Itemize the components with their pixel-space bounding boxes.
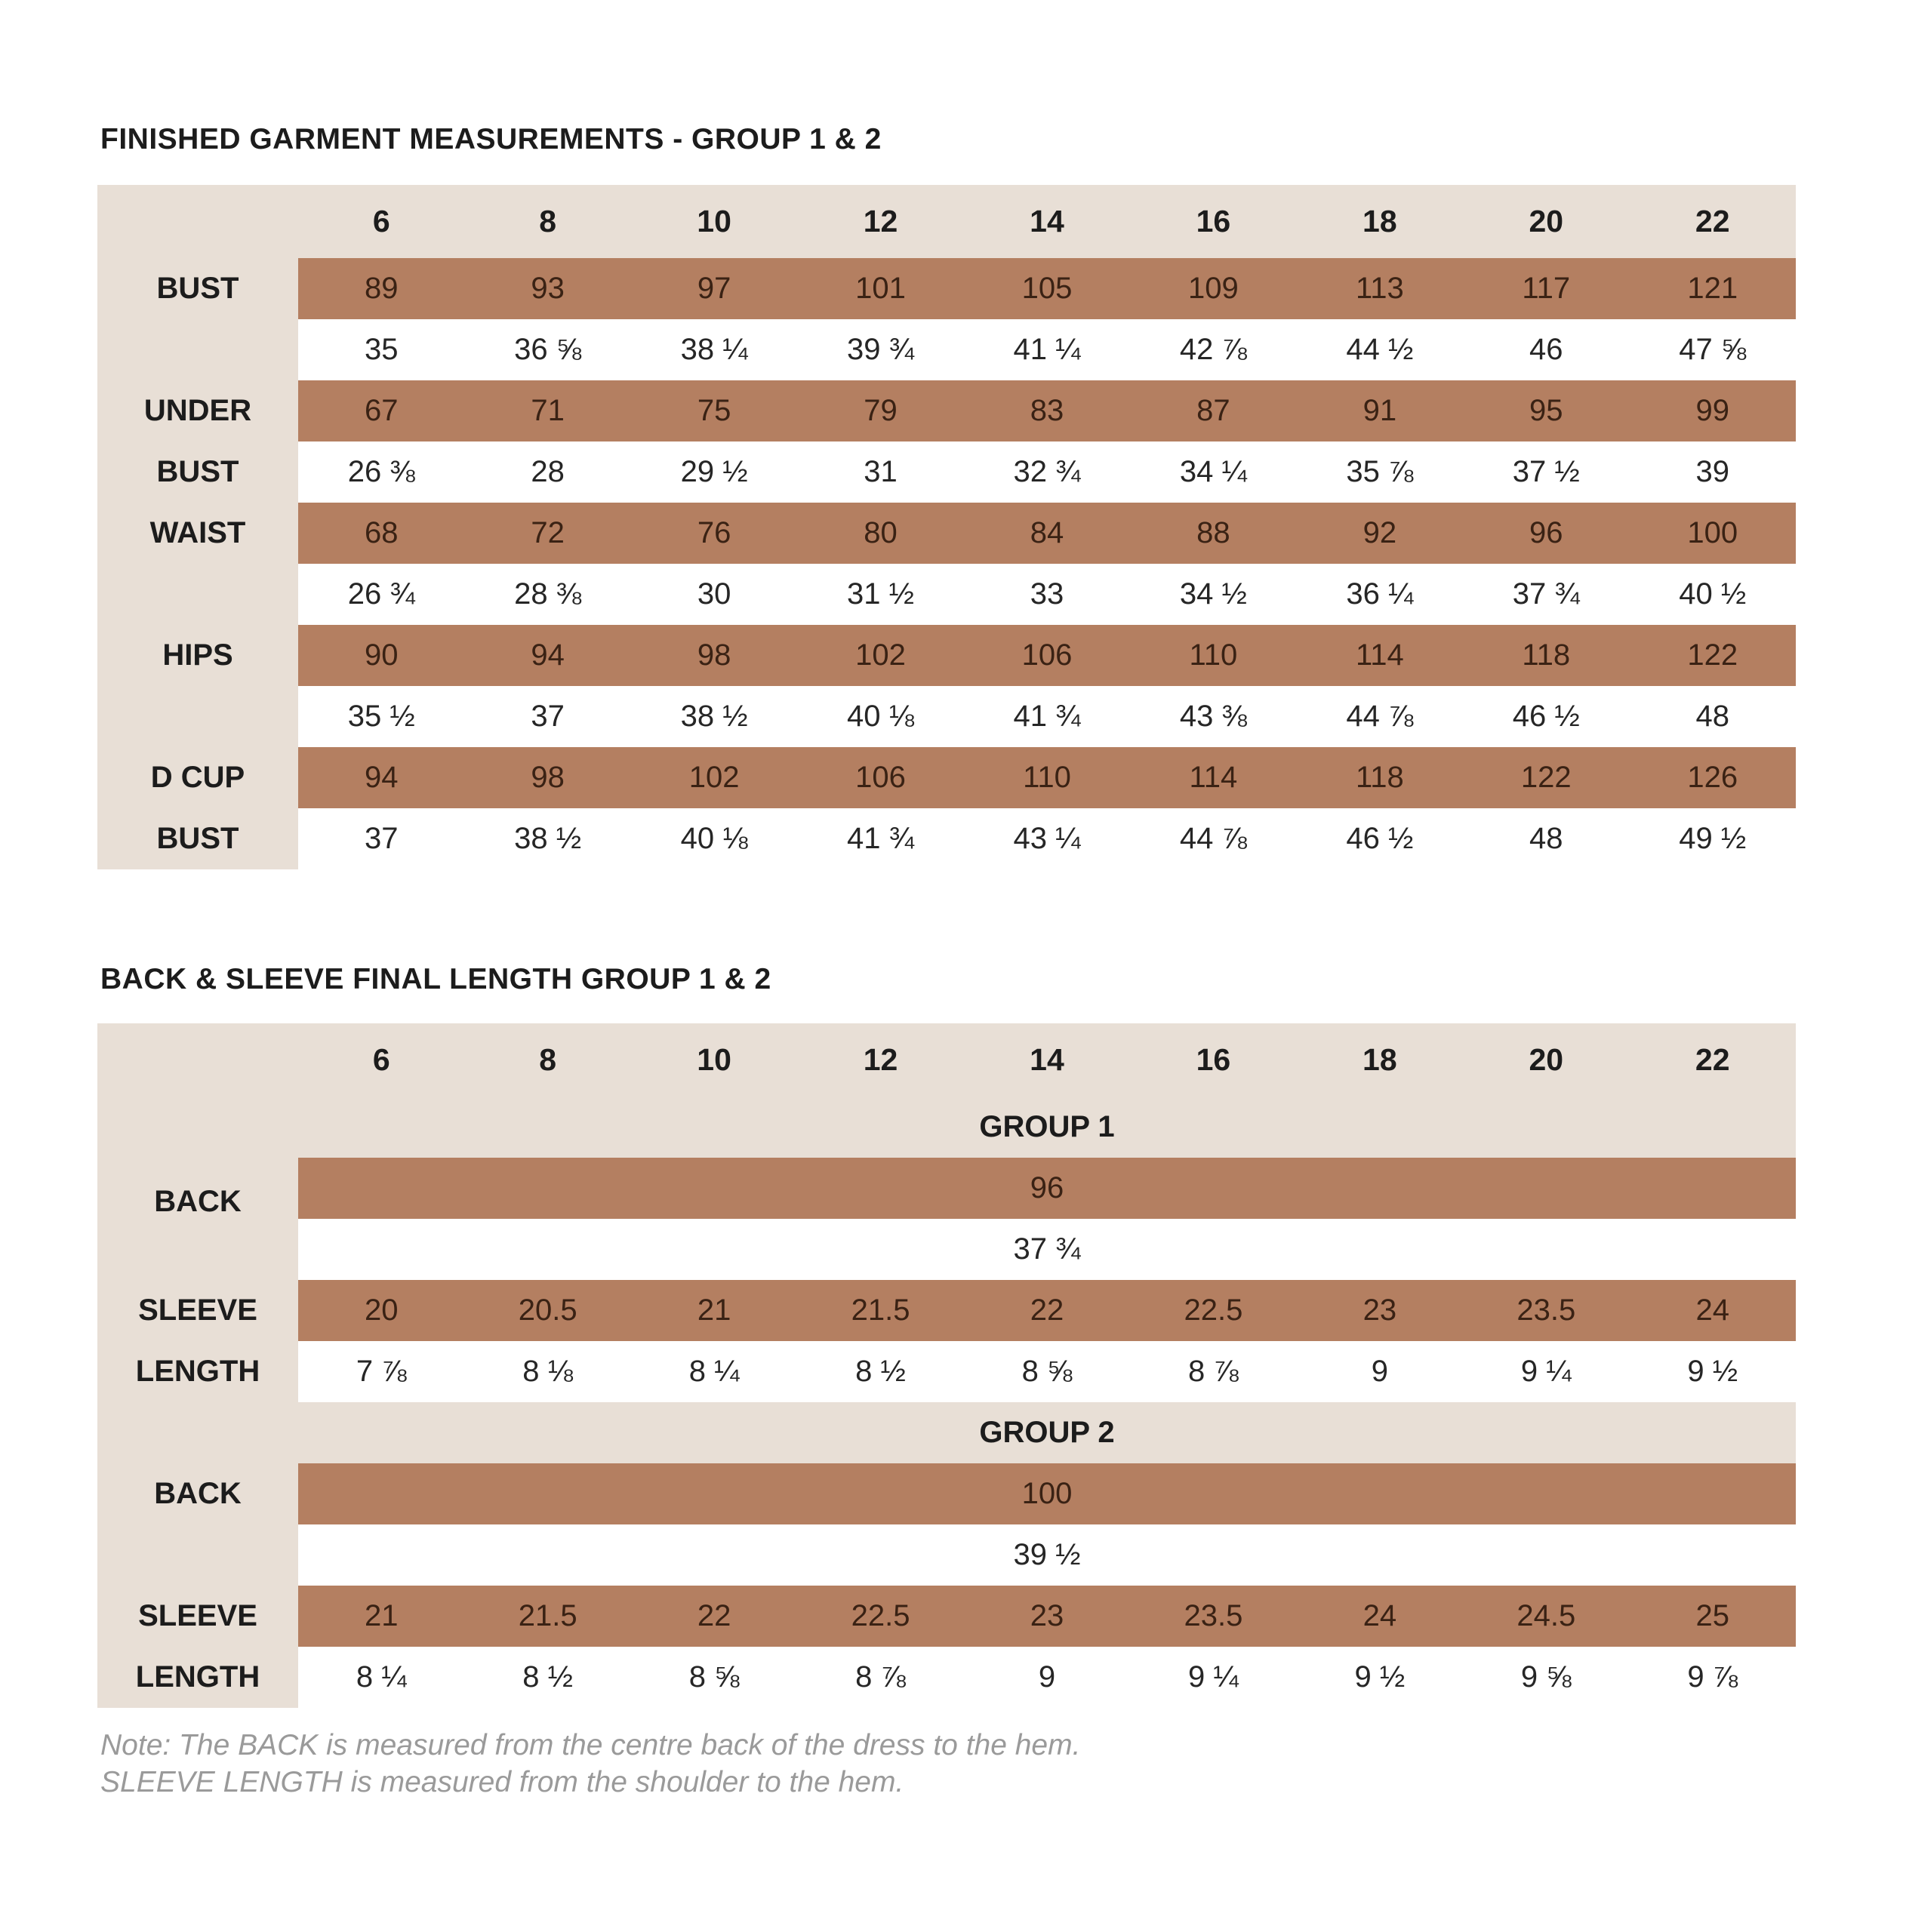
table1-value-cell: 80 <box>864 516 898 549</box>
table1-value-cell: 30 <box>697 577 731 611</box>
table1-row <box>97 564 1796 625</box>
table1-value-cell: 38 ½ <box>680 700 748 733</box>
table2-size-header-cell: 18 <box>1363 1042 1397 1077</box>
group1-back-cm-value: 96 <box>1030 1171 1064 1204</box>
table1-value-cell: 39 <box>1695 455 1729 488</box>
table1-value-cell: 72 <box>531 516 565 549</box>
table1-row-label: HIPS <box>97 625 298 686</box>
table1-value-cell: 44 ⅞ <box>1179 822 1247 855</box>
group1-sleeve-cm-cell: 20 <box>364 1294 399 1327</box>
table1-row <box>97 686 1796 747</box>
table1-value-cell: 101 <box>855 272 906 305</box>
group2-back-cm <box>298 1463 1796 1524</box>
table1-value-cell: 97 <box>697 272 731 305</box>
table1-value-cell: 37 <box>364 822 399 855</box>
group2-sleeve-cm <box>298 1586 1796 1647</box>
table1-value-cell: 87 <box>1196 394 1230 427</box>
group1-back-in-corner <box>97 1219 298 1280</box>
table1-value-cell: 110 <box>1189 638 1238 672</box>
table1-value-cell: 122 <box>1687 638 1738 672</box>
group1-sleeve-in-row <box>97 1341 1796 1402</box>
table1-value-cell: 121 <box>1687 272 1738 305</box>
table1-row-label <box>97 319 298 380</box>
group1-back-label: BACK <box>97 1158 298 1219</box>
group1-back-cm-row <box>97 1158 1796 1219</box>
group1-corner <box>97 1097 298 1158</box>
table1-size-header-cell: 16 <box>1196 204 1231 238</box>
table1-value-cell: 46 ½ <box>1512 700 1580 733</box>
table1-title: FINISHED GARMENT MEASUREMENTS - GROUP 1 & 2 <box>100 123 882 155</box>
table1-value-cell: 34 ½ <box>1179 577 1247 611</box>
table1-value-cell: 35 ⅞ <box>1346 455 1414 488</box>
table1-value-cell: 79 <box>864 394 898 427</box>
group2-header <box>298 1402 1796 1463</box>
table1-row-label: WAIST <box>97 503 298 564</box>
table1-size-header-cell: 10 <box>697 204 731 238</box>
table1-size-headers <box>298 185 1796 258</box>
table1-value-cell: 42 ⅞ <box>1179 333 1247 366</box>
note-line-1: Note: The BACK is measured from the centre back of the dress to the hem. <box>100 1729 1081 1761</box>
table1-value-cell: 48 <box>1695 700 1729 733</box>
table1-value-cell: 118 <box>1355 761 1404 794</box>
table1-value-cell: 43 ⅜ <box>1179 700 1247 733</box>
group1-back-in-row <box>97 1219 1796 1280</box>
table1-row <box>97 747 1796 808</box>
table1-row-values <box>298 380 1796 441</box>
table1-value-cell: 91 <box>1363 394 1397 427</box>
group1-back-cm <box>298 1158 1796 1219</box>
table1-value-cell: 75 <box>697 394 731 427</box>
table1-value-cell: 40 ½ <box>1679 577 1747 611</box>
table1-value-cell: 38 ¼ <box>680 333 748 366</box>
table1-row <box>97 625 1796 686</box>
table1-value-cell: 46 <box>1529 333 1563 366</box>
table1-row-label: D CUP <box>97 747 298 808</box>
table1-value-cell: 26 ¾ <box>347 577 415 611</box>
table1-value-cell: 106 <box>1021 638 1073 672</box>
group2-sleeve-in-cell: 8 ⅞ <box>855 1660 906 1694</box>
group1-sleeve-cm-cell: 22.5 <box>1184 1294 1243 1327</box>
table1-value-cell: 49 ½ <box>1679 822 1747 855</box>
table1-value-cell: 41 ¾ <box>1013 700 1081 733</box>
table2-size-header-cell: 8 <box>539 1042 557 1077</box>
table2-header-corner <box>97 1023 298 1097</box>
table1-value-cell: 76 <box>697 516 731 549</box>
group2-sleeve-in-cell: 9 ½ <box>1354 1660 1406 1694</box>
group1-back-in-value: 37 ¾ <box>1013 1232 1081 1266</box>
group1-sleeve-cm-cell: 23 <box>1363 1294 1397 1327</box>
table1-value-cell: 84 <box>1030 516 1064 549</box>
group2-sleeve-in-row <box>97 1647 1796 1708</box>
table1-value-cell: 35 <box>364 333 399 366</box>
table2-size-header-cell: 12 <box>863 1042 898 1077</box>
table1-header-row <box>97 185 1796 258</box>
table1-value-cell: 114 <box>1355 638 1404 672</box>
finished-measurements-table <box>97 185 1796 869</box>
group1-sleeve-cm-cell: 20.5 <box>518 1294 577 1327</box>
group1-sleeve-in-cell: 8 ⅛ <box>522 1355 574 1388</box>
group1-sleeve-in <box>298 1341 1796 1402</box>
table1-size-header-cell: 8 <box>539 204 557 238</box>
group1-sleeve-cm-cell: 21.5 <box>851 1294 910 1327</box>
table1-row-values <box>298 808 1796 869</box>
group2-sleeve-cm-cell: 24.5 <box>1516 1599 1576 1632</box>
table1-value-cell: 32 ¾ <box>1013 455 1081 488</box>
table1-value-cell: 88 <box>1196 516 1230 549</box>
table1-value-cell: 44 ⅞ <box>1346 700 1414 733</box>
table1-value-cell: 113 <box>1355 272 1404 305</box>
group2-sleeve-cm-cell: 23.5 <box>1184 1599 1243 1632</box>
table1-value-cell: 110 <box>1023 761 1071 794</box>
table1-value-cell: 90 <box>364 638 399 672</box>
group2-sleeve-label-2: LENGTH <box>97 1647 298 1708</box>
table2-size-header-cell: 20 <box>1529 1042 1564 1077</box>
table2-size-header-cell: 14 <box>1030 1042 1064 1077</box>
note-line-2: SLEEVE LENGTH is measured from the shoulder to the hem. <box>100 1766 904 1798</box>
table1-value-cell: 118 <box>1522 638 1571 672</box>
table1-size-header-cell: 18 <box>1363 204 1397 238</box>
group2-sleeve-label-1: SLEEVE <box>97 1586 298 1647</box>
table1-value-cell: 106 <box>855 761 906 794</box>
table1-value-cell: 117 <box>1522 272 1571 305</box>
table1-value-cell: 37 <box>531 700 565 733</box>
table1-value-cell: 35 ½ <box>347 700 415 733</box>
table1-value-cell: 98 <box>531 761 565 794</box>
table1-value-cell: 48 <box>1529 822 1563 855</box>
table1-row-values <box>298 747 1796 808</box>
table1-row-values <box>298 625 1796 686</box>
table1-value-cell: 92 <box>1363 516 1397 549</box>
table1-value-cell: 37 ¾ <box>1512 577 1580 611</box>
table1-row-values <box>298 564 1796 625</box>
table1-value-cell: 109 <box>1188 272 1239 305</box>
table1-value-cell: 43 ¼ <box>1013 822 1081 855</box>
group2-back-label: BACK <box>97 1463 298 1524</box>
group2-sleeve-in-cell: 8 ¼ <box>356 1660 407 1694</box>
table1-size-header-cell: 12 <box>863 204 898 238</box>
table1-value-cell: 67 <box>364 394 399 427</box>
table1-value-cell: 102 <box>688 761 740 794</box>
table1-row-label: BUST <box>97 441 298 503</box>
table1-value-cell: 34 ¼ <box>1179 455 1247 488</box>
table1-value-cell: 100 <box>1687 516 1738 549</box>
table1-row-values <box>298 258 1796 319</box>
group2-sleeve-cm-cell: 23 <box>1030 1599 1064 1632</box>
group1-label: GROUP 1 <box>979 1110 1115 1143</box>
table1-row <box>97 319 1796 380</box>
table1-value-cell: 38 ½ <box>514 822 582 855</box>
table1-value-cell: 93 <box>531 272 565 305</box>
measurement-note <box>100 1727 1080 1801</box>
group2-sleeve-in-cell: 9 ⅝ <box>1520 1660 1572 1694</box>
group2-sleeve-cm-cell: 25 <box>1695 1599 1729 1632</box>
table1-value-cell: 31 ½ <box>847 577 915 611</box>
group2-back-in-value: 39 ½ <box>1013 1538 1081 1571</box>
group2-sleeve-in-cell: 9 ¼ <box>1188 1660 1239 1694</box>
group1-sleeve-in-cell: 8 ¼ <box>688 1355 740 1388</box>
table1-row-label: UNDER <box>97 380 298 441</box>
group2-sleeve-in-cell: 8 ½ <box>522 1660 574 1694</box>
table1-value-cell: 71 <box>531 394 565 427</box>
table1-size-header-cell: 22 <box>1695 204 1730 238</box>
table1-value-cell: 28 ⅜ <box>514 577 582 611</box>
table2-size-header-cell: 6 <box>372 1042 390 1077</box>
table1-row-label <box>97 564 298 625</box>
group2-back-in-row <box>97 1524 1796 1586</box>
table1-value-cell: 96 <box>1529 516 1563 549</box>
group2-label: GROUP 2 <box>979 1416 1115 1449</box>
table1-row-values <box>298 441 1796 503</box>
group2-header-row <box>97 1402 1796 1463</box>
group2-sleeve-in <box>298 1647 1796 1708</box>
group2-sleeve-cm-cell: 21.5 <box>518 1599 577 1632</box>
table2-size-headers <box>298 1023 1796 1097</box>
table1-value-cell: 105 <box>1021 272 1073 305</box>
group1-sleeve-cm-cell: 24 <box>1695 1294 1729 1327</box>
table2-size-header-cell: 22 <box>1695 1042 1730 1077</box>
table1-value-cell: 89 <box>364 272 399 305</box>
group1-sleeve-in-cell: 8 ½ <box>855 1355 906 1388</box>
table1-value-cell: 29 ½ <box>680 455 748 488</box>
table1-value-cell: 40 ⅛ <box>680 822 748 855</box>
group1-sleeve-cm <box>298 1280 1796 1341</box>
table2-size-header-cell: 10 <box>697 1042 731 1077</box>
group1-sleeve-in-cell: 9 ½ <box>1687 1355 1738 1388</box>
table2-header-row <box>97 1023 1796 1097</box>
group1-back-in <box>298 1219 1796 1280</box>
table1-size-header-cell: 6 <box>372 204 390 238</box>
group2-sleeve-cm-cell: 22.5 <box>851 1599 910 1632</box>
group1-header-row <box>97 1097 1796 1158</box>
table1-value-cell: 83 <box>1030 394 1064 427</box>
group2-corner <box>97 1402 298 1463</box>
group1-sleeve-in-cell: 7 ⅞ <box>356 1355 407 1388</box>
group1-sleeve-cm-cell: 23.5 <box>1516 1294 1576 1327</box>
table1-size-header-cell: 14 <box>1030 204 1064 238</box>
group2-back-in <box>298 1524 1796 1586</box>
table1-row <box>97 380 1796 441</box>
table2-title: BACK & SLEEVE FINAL LENGTH GROUP 1 & 2 <box>100 963 771 995</box>
table1-row-values <box>298 319 1796 380</box>
table1-row <box>97 503 1796 564</box>
table1-value-cell: 99 <box>1695 394 1729 427</box>
group2-back-cm-row <box>97 1463 1796 1524</box>
table1-header-corner <box>97 185 298 258</box>
table1-value-cell: 46 ½ <box>1346 822 1414 855</box>
table1-value-cell: 36 ¼ <box>1346 577 1414 611</box>
group1-sleeve-label-1: SLEEVE <box>97 1280 298 1341</box>
table1-value-cell: 41 ¼ <box>1013 333 1081 366</box>
group2-sleeve-cm-cell: 21 <box>364 1599 399 1632</box>
table1-value-cell: 39 ¾ <box>847 333 915 366</box>
table1-value-cell: 94 <box>531 638 565 672</box>
group2-sleeve-cm-cell: 24 <box>1363 1599 1397 1632</box>
table1-row-values <box>298 503 1796 564</box>
table1-row-label: BUST <box>97 258 298 319</box>
table1-value-cell: 122 <box>1520 761 1572 794</box>
table1-value-cell: 68 <box>364 516 399 549</box>
table1-row <box>97 441 1796 503</box>
group1-sleeve-in-cell: 8 ⅝ <box>1021 1355 1073 1388</box>
table1-value-cell: 126 <box>1687 761 1738 794</box>
table1-row <box>97 258 1796 319</box>
group2-sleeve-in-cell: 9 <box>1038 1660 1056 1694</box>
group1-header <box>298 1097 1796 1158</box>
table1-row-label: BUST <box>97 808 298 869</box>
table1-value-cell: 44 ½ <box>1346 333 1414 366</box>
group2-back-cm-value: 100 <box>1021 1477 1073 1510</box>
table1-size-header-cell: 20 <box>1529 204 1564 238</box>
table1-value-cell: 31 <box>864 455 898 488</box>
group2-sleeve-cm-row <box>97 1586 1796 1647</box>
group2-back-in-corner <box>97 1524 298 1586</box>
table1-value-cell: 37 ½ <box>1512 455 1580 488</box>
table1-value-cell: 98 <box>697 638 731 672</box>
table1-value-cell: 114 <box>1189 761 1238 794</box>
table1-value-cell: 33 <box>1030 577 1064 611</box>
group1-sleeve-label-2: LENGTH <box>97 1341 298 1402</box>
group1-sleeve-cm-cell: 21 <box>697 1294 731 1327</box>
group1-sleeve-cm-row <box>97 1280 1796 1341</box>
table1-value-cell: 40 ⅛ <box>847 700 915 733</box>
table1-row-values <box>298 686 1796 747</box>
table1-value-cell: 94 <box>364 761 399 794</box>
group1-sleeve-in-cell: 9 <box>1371 1355 1388 1388</box>
group1-sleeve-in-cell: 9 ¼ <box>1520 1355 1572 1388</box>
table1-value-cell: 41 ¾ <box>847 822 915 855</box>
table1-value-cell: 47 ⅝ <box>1679 333 1747 366</box>
table1-value-cell: 95 <box>1529 394 1563 427</box>
table1-value-cell: 26 ⅜ <box>347 455 415 488</box>
group2-sleeve-in-cell: 8 ⅝ <box>688 1660 740 1694</box>
group1-sleeve-cm-cell: 22 <box>1030 1294 1064 1327</box>
table1-value-cell: 102 <box>855 638 906 672</box>
group2-sleeve-cm-cell: 22 <box>697 1599 731 1632</box>
table1-value-cell: 36 ⅝ <box>514 333 582 366</box>
group1-sleeve-in-cell: 8 ⅞ <box>1188 1355 1239 1388</box>
table1-row <box>97 808 1796 869</box>
back-sleeve-table <box>97 1023 1796 1708</box>
table1-row-label <box>97 686 298 747</box>
group2-sleeve-in-cell: 9 ⅞ <box>1687 1660 1738 1694</box>
table1-value-cell: 28 <box>531 455 565 488</box>
table2-size-header-cell: 16 <box>1196 1042 1231 1077</box>
